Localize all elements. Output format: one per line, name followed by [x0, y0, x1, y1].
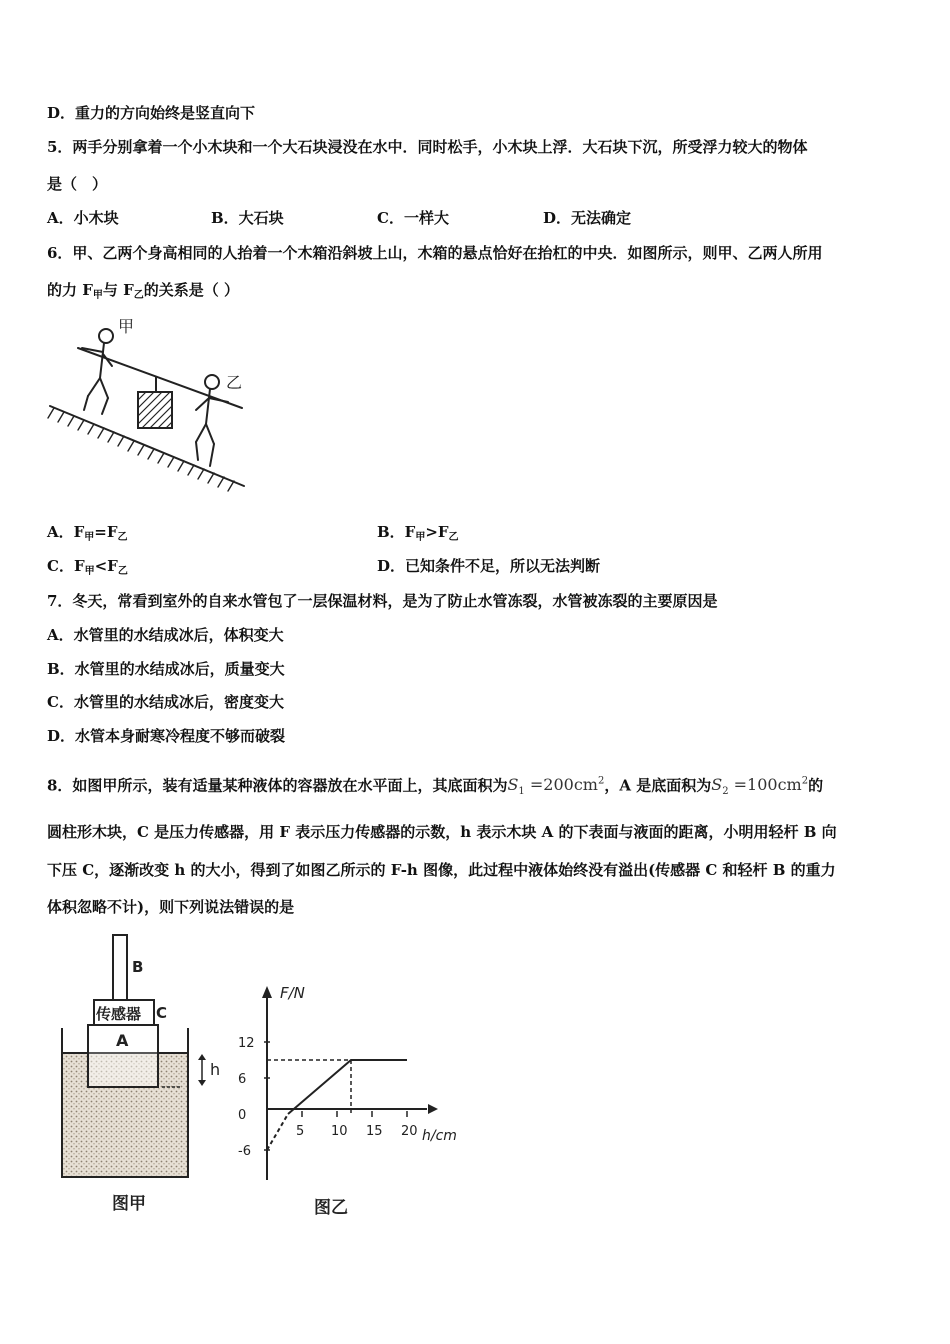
q6-stem-line2: 的力 $F_甲$与 $F_乙$的关系是（ ） — [47, 281, 239, 301]
block-a-label: A — [116, 1031, 129, 1050]
q8-stem-line1: 8．如图甲所示，装有适量某种液体的容器放在水平面上，其底面积为$S_1 =200cm^2$，A 是底面积为$S_2 =100cm^2$的 — [47, 775, 824, 798]
q6-option-d: D．已知条件不足，所以无法判断 — [377, 557, 601, 575]
q5-stem-line1: 5．两手分别拿着一个小木块和一个大石块浸没在水中．同时松手，小木块上浮．大石块下沉，所受浮力较大的物体 — [47, 138, 808, 156]
q7-option-a: A．水管里的水结成冰后，体积变大 — [47, 626, 284, 644]
formula-s1: $S_1 =200cm^2$ — [507, 775, 605, 798]
y-tick-label: 6 — [238, 1072, 247, 1087]
y-tick-label: 12 — [238, 1036, 255, 1051]
caption-jia: 图甲 — [112, 1194, 146, 1214]
rod-b — [113, 935, 127, 1000]
q7-option-b: B．水管里的水结成冰后，质量变大 — [47, 660, 285, 678]
x-axis-label: h/cm — [422, 1128, 457, 1144]
label-person-yi: 乙 — [226, 373, 243, 392]
y-axis-label: F/N — [280, 984, 305, 1002]
q8-stem-line4: 体积忽略不计)，则下列说法错误的是 — [47, 898, 295, 916]
q4-option-d: D．重力的方向始终是竖直向下 — [47, 104, 256, 122]
person-jia — [82, 329, 113, 414]
label-h: h — [210, 1060, 221, 1079]
q6-stem-line1: 6．甲、乙两个身高相同的人抬着一个木箱沿斜坡上山，木箱的悬点恰好在抬杠的中央．如图所示，则甲、乙两人所用 — [47, 244, 823, 262]
q7-option-d: D．水管本身耐寒冷程度不够而破裂 — [47, 727, 286, 745]
y-tick-label: -6 — [238, 1144, 251, 1159]
x-tick-label: 5 — [296, 1124, 305, 1139]
q5-option-b: B．大石块 — [211, 209, 284, 227]
q7-stem: 7．冬天，常看到室外的自来水管包了一层保温材料，是为了防止水管冻裂，水管被冻裂的主要原因是 — [47, 592, 718, 610]
q7-option-c: C．水管里的水结成冰后，密度变大 — [47, 693, 284, 711]
q8-stem-line3: 下压 C，逐渐改变 h 的大小，得到了如图乙所示的 F-h 图像，此过程中液体始终没有溢出(传感器 C 和轻杆 B 的重力 — [47, 861, 836, 879]
q8-figure-jia — [50, 930, 240, 1220]
q5-option-a: A．小木块 — [47, 209, 119, 227]
box-hatching — [138, 392, 172, 428]
x-tick-label: 10 — [331, 1124, 348, 1139]
q8-stem-line2: 圆柱形木块，C 是压力传感器，用 F 表示压力传感器的示数，h 表示木块 A 的下表面与液面的距离，小明用轻杆 B 向 — [47, 823, 837, 841]
formula-s2: $S_2 =100cm^2$ — [711, 775, 809, 798]
label-b: B — [132, 958, 144, 976]
y-tick-label: 0 — [238, 1108, 247, 1123]
sensor-c-text: 传感器 — [96, 1005, 142, 1023]
q5-option-c: C．一样大 — [377, 209, 449, 227]
series-extension-dashed — [267, 1114, 288, 1150]
caption-yi: 图乙 — [314, 1198, 348, 1218]
y-axis-arrow — [262, 986, 272, 998]
q8-figure-yi-chart — [232, 980, 472, 1225]
x-tick-label: 20 — [401, 1124, 418, 1139]
x-tick-label: 15 — [366, 1124, 383, 1139]
label-person-jia: 甲 — [118, 317, 135, 336]
person-yi — [196, 375, 228, 466]
q5-stem-line2: 是（ ） — [47, 175, 108, 193]
q5-option-d: D．无法确定 — [543, 209, 632, 227]
q6-figure — [46, 314, 251, 494]
x-axis-arrow — [428, 1104, 438, 1114]
slope-line — [50, 406, 244, 486]
q6-option-a: A．$F_甲=F_乙$ — [47, 523, 128, 543]
q6-option-b: B．$F_甲>F_乙$ — [377, 523, 459, 543]
series-line-f-h — [288, 1060, 407, 1114]
q6-option-c: C．$F_甲<F_乙$ — [47, 557, 128, 577]
label-c: C — [156, 1004, 168, 1022]
